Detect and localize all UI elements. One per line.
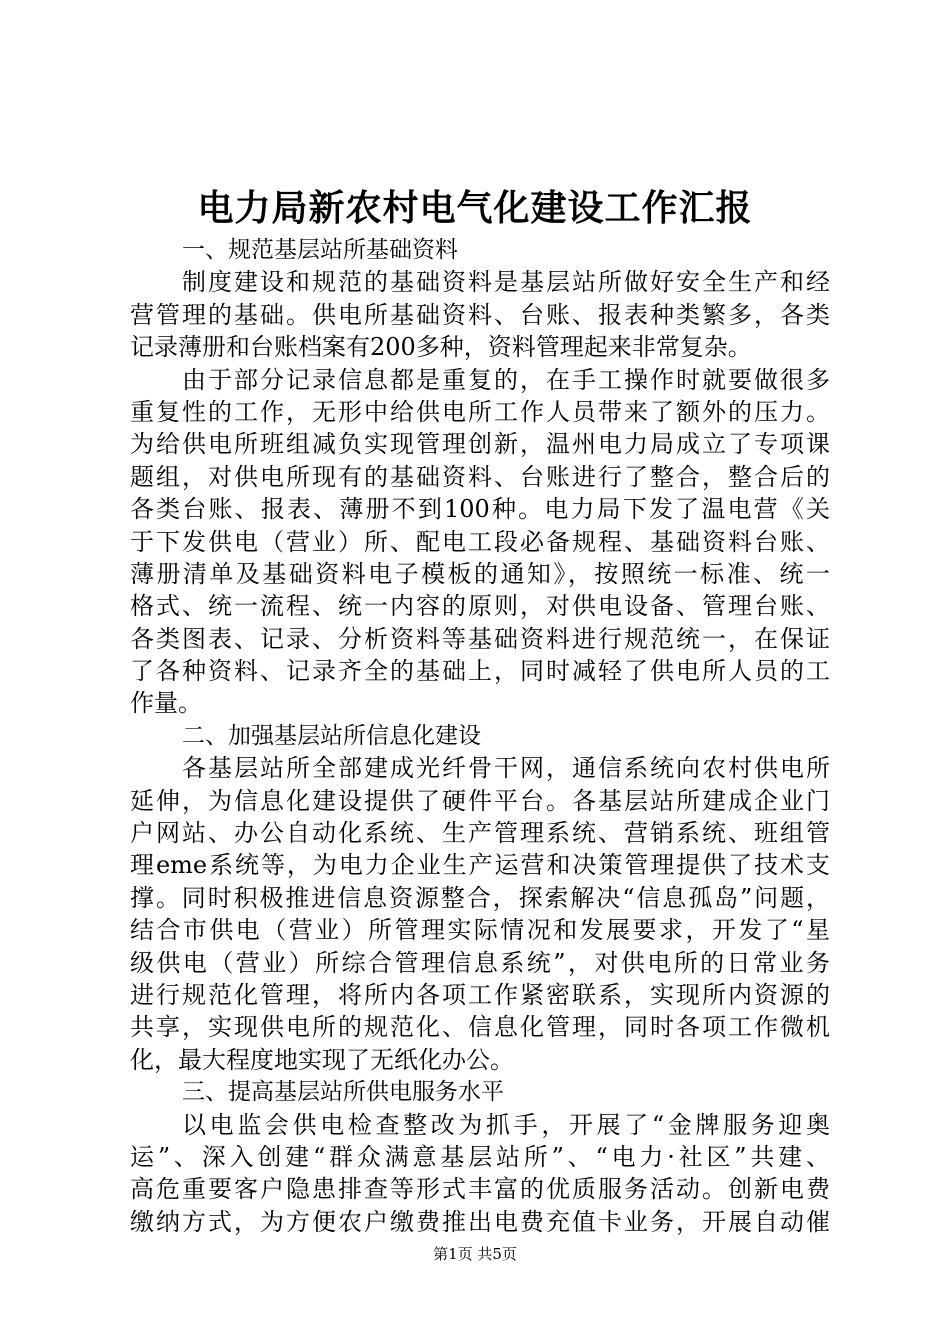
paragraph-line: 由于部分记录信息都是重复的，在手工操作时就要做很多 — [182, 365, 830, 394]
paragraph-line: 运”、深入创建“群众满意基层站所”、“电力·社区”共建、 — [130, 1142, 830, 1171]
paragraph-line: 进行规范化管理，将所内各项工作紧密联系，实现所内资源的 — [130, 980, 830, 1009]
paragraph-line: 以电监会供电检查整改为抓手，开展了“金牌服务迎奥 — [182, 1110, 830, 1139]
paragraph-line: 共享，实现供电所的规范化、信息化管理，同时各项工作微机 — [130, 1013, 830, 1042]
section-heading: 一、规范基层站所基础资料 — [182, 237, 458, 263]
paragraph-line: 制度建设和规范的基础资料是基层站所做好安全生产和经 — [182, 268, 830, 297]
paragraph-line: 格式、统一流程、统一内容的原则，对供电设备、管理台账、 — [130, 592, 830, 621]
paragraph-line: 理eme系统等，为电力企业生产运营和决策管理提供了技术支 — [130, 851, 830, 880]
paragraph-line: 薄册清单及基础资料电子模板的通知》，按照统一标准、统一 — [130, 559, 830, 588]
section-heading: 二、加强基层站所信息化建设 — [182, 722, 481, 749]
paragraph-line: 了各种资料、记录齐全的基础上，同时减轻了供电所人员的工 — [130, 657, 830, 686]
paragraph-line: 题组，对供电所现有的基础资料、台账进行了整合，整合后的 — [130, 462, 830, 491]
paragraph-line: 户网站、办公自动化系统、生产管理系统、营销系统、班组管 — [130, 819, 830, 848]
paragraph-line: 化，最大程度地实现了无纸化办公。 — [130, 1045, 514, 1074]
paragraph-line: 缴纳方式，为方便农户缴费推出电费充值卡业务，开展自动催 — [130, 1207, 830, 1236]
paragraph-line: 为给供电所班组减负实现管理创新，温州电力局成立了专项课 — [130, 430, 830, 459]
paragraph-line: 结合市供电（营业）所管理实际情况和发展要求，开发了“星 — [130, 916, 830, 945]
paragraph-line: 撑。同时积极推进信息资源整合，探索解决“信息孤岛”问题， — [130, 883, 830, 912]
paragraph-line: 营管理的基础。供电所基础资料、台账、报表种类繁多，各类 — [130, 300, 830, 329]
section-heading: 三、提高基层站所供电服务水平 — [182, 1079, 504, 1106]
paragraph-line: 各类台账、报表、薄册不到100种。电力局下发了温电营《关 — [130, 495, 830, 524]
paragraph-line: 作量。 — [130, 689, 202, 718]
paragraph-line: 重复性的工作，无形中给供电所工作人员带来了额外的压力。 — [130, 397, 830, 426]
paragraph-line: 级供电（营业）所综合管理信息系统”，对供电所的日常业务 — [130, 948, 830, 977]
document-title: 电力局新农村电气化建设工作汇报 — [197, 188, 753, 229]
paragraph-line: 于下发供电（营业）所、配电工段必备规程、基础资料台账、 — [130, 527, 830, 556]
paragraph-line: 高危重要客户隐患排查等形式丰富的优质服务活动。创新电费 — [130, 1175, 830, 1204]
document-body — [130, 234, 830, 1238]
paragraph-line: 延伸，为信息化建设提供了硬件平台。各基层站所建成企业门 — [130, 786, 830, 815]
page-footer: 第1页 共5页 — [433, 1245, 517, 1263]
paragraph-line: 各基层站所全部建成光纤骨干网，通信系统向农村供电所 — [182, 754, 830, 783]
paragraph-line: 记录薄册和台账档案有200多种，资料管理起来非常复杂。 — [130, 333, 752, 362]
paragraph-line: 各类图表、记录、分析资料等基础资料进行规范统一，在保证 — [130, 624, 830, 653]
